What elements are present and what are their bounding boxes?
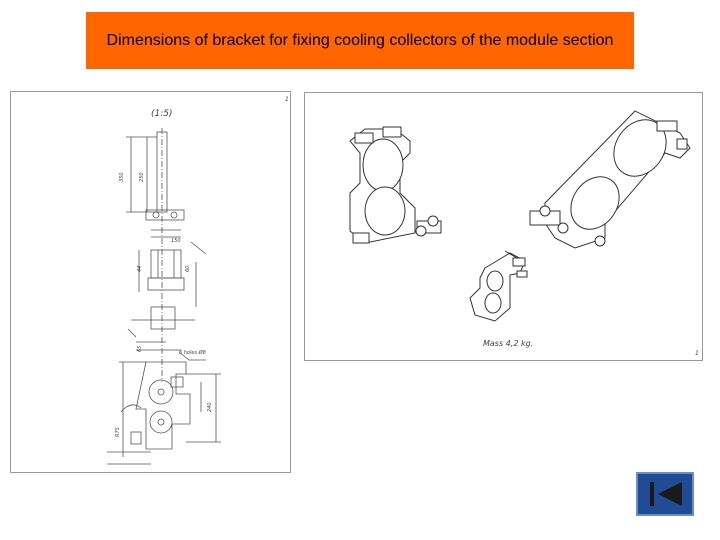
svg-text:60: 60 <box>185 265 191 272</box>
svg-text:44: 44 <box>137 265 143 272</box>
svg-text:350: 350 <box>119 172 125 182</box>
svg-text:250: 250 <box>139 172 145 182</box>
slide-title-text: Dimensions of bracket for fixing cooling collectors of the module section <box>106 32 614 49</box>
svg-text:240: 240 <box>207 402 213 412</box>
first-slide-button[interactable] <box>636 472 694 516</box>
dimension-drawing <box>10 91 291 473</box>
isometric-drawing-svg <box>305 93 702 360</box>
bracket-views <box>350 110 690 321</box>
svg-text:5 holes Ø8: 5 holes Ø8 <box>179 350 206 356</box>
right-sheet-mark: 1 <box>695 350 699 357</box>
dimension-drawing-svg <box>11 92 290 472</box>
scale-label: (1:5) <box>151 109 173 119</box>
slide-title <box>86 12 634 69</box>
left-sheet-mark: 1 <box>285 96 289 103</box>
isometric-drawing <box>304 92 703 361</box>
svg-text:150: 150 <box>171 238 181 244</box>
svg-text:R75: R75 <box>115 427 121 437</box>
svg-text:65: 65 <box>137 345 143 352</box>
go-to-first-slide-icon <box>638 474 692 514</box>
mass-label: Mass 4,2 kg. <box>483 339 534 348</box>
